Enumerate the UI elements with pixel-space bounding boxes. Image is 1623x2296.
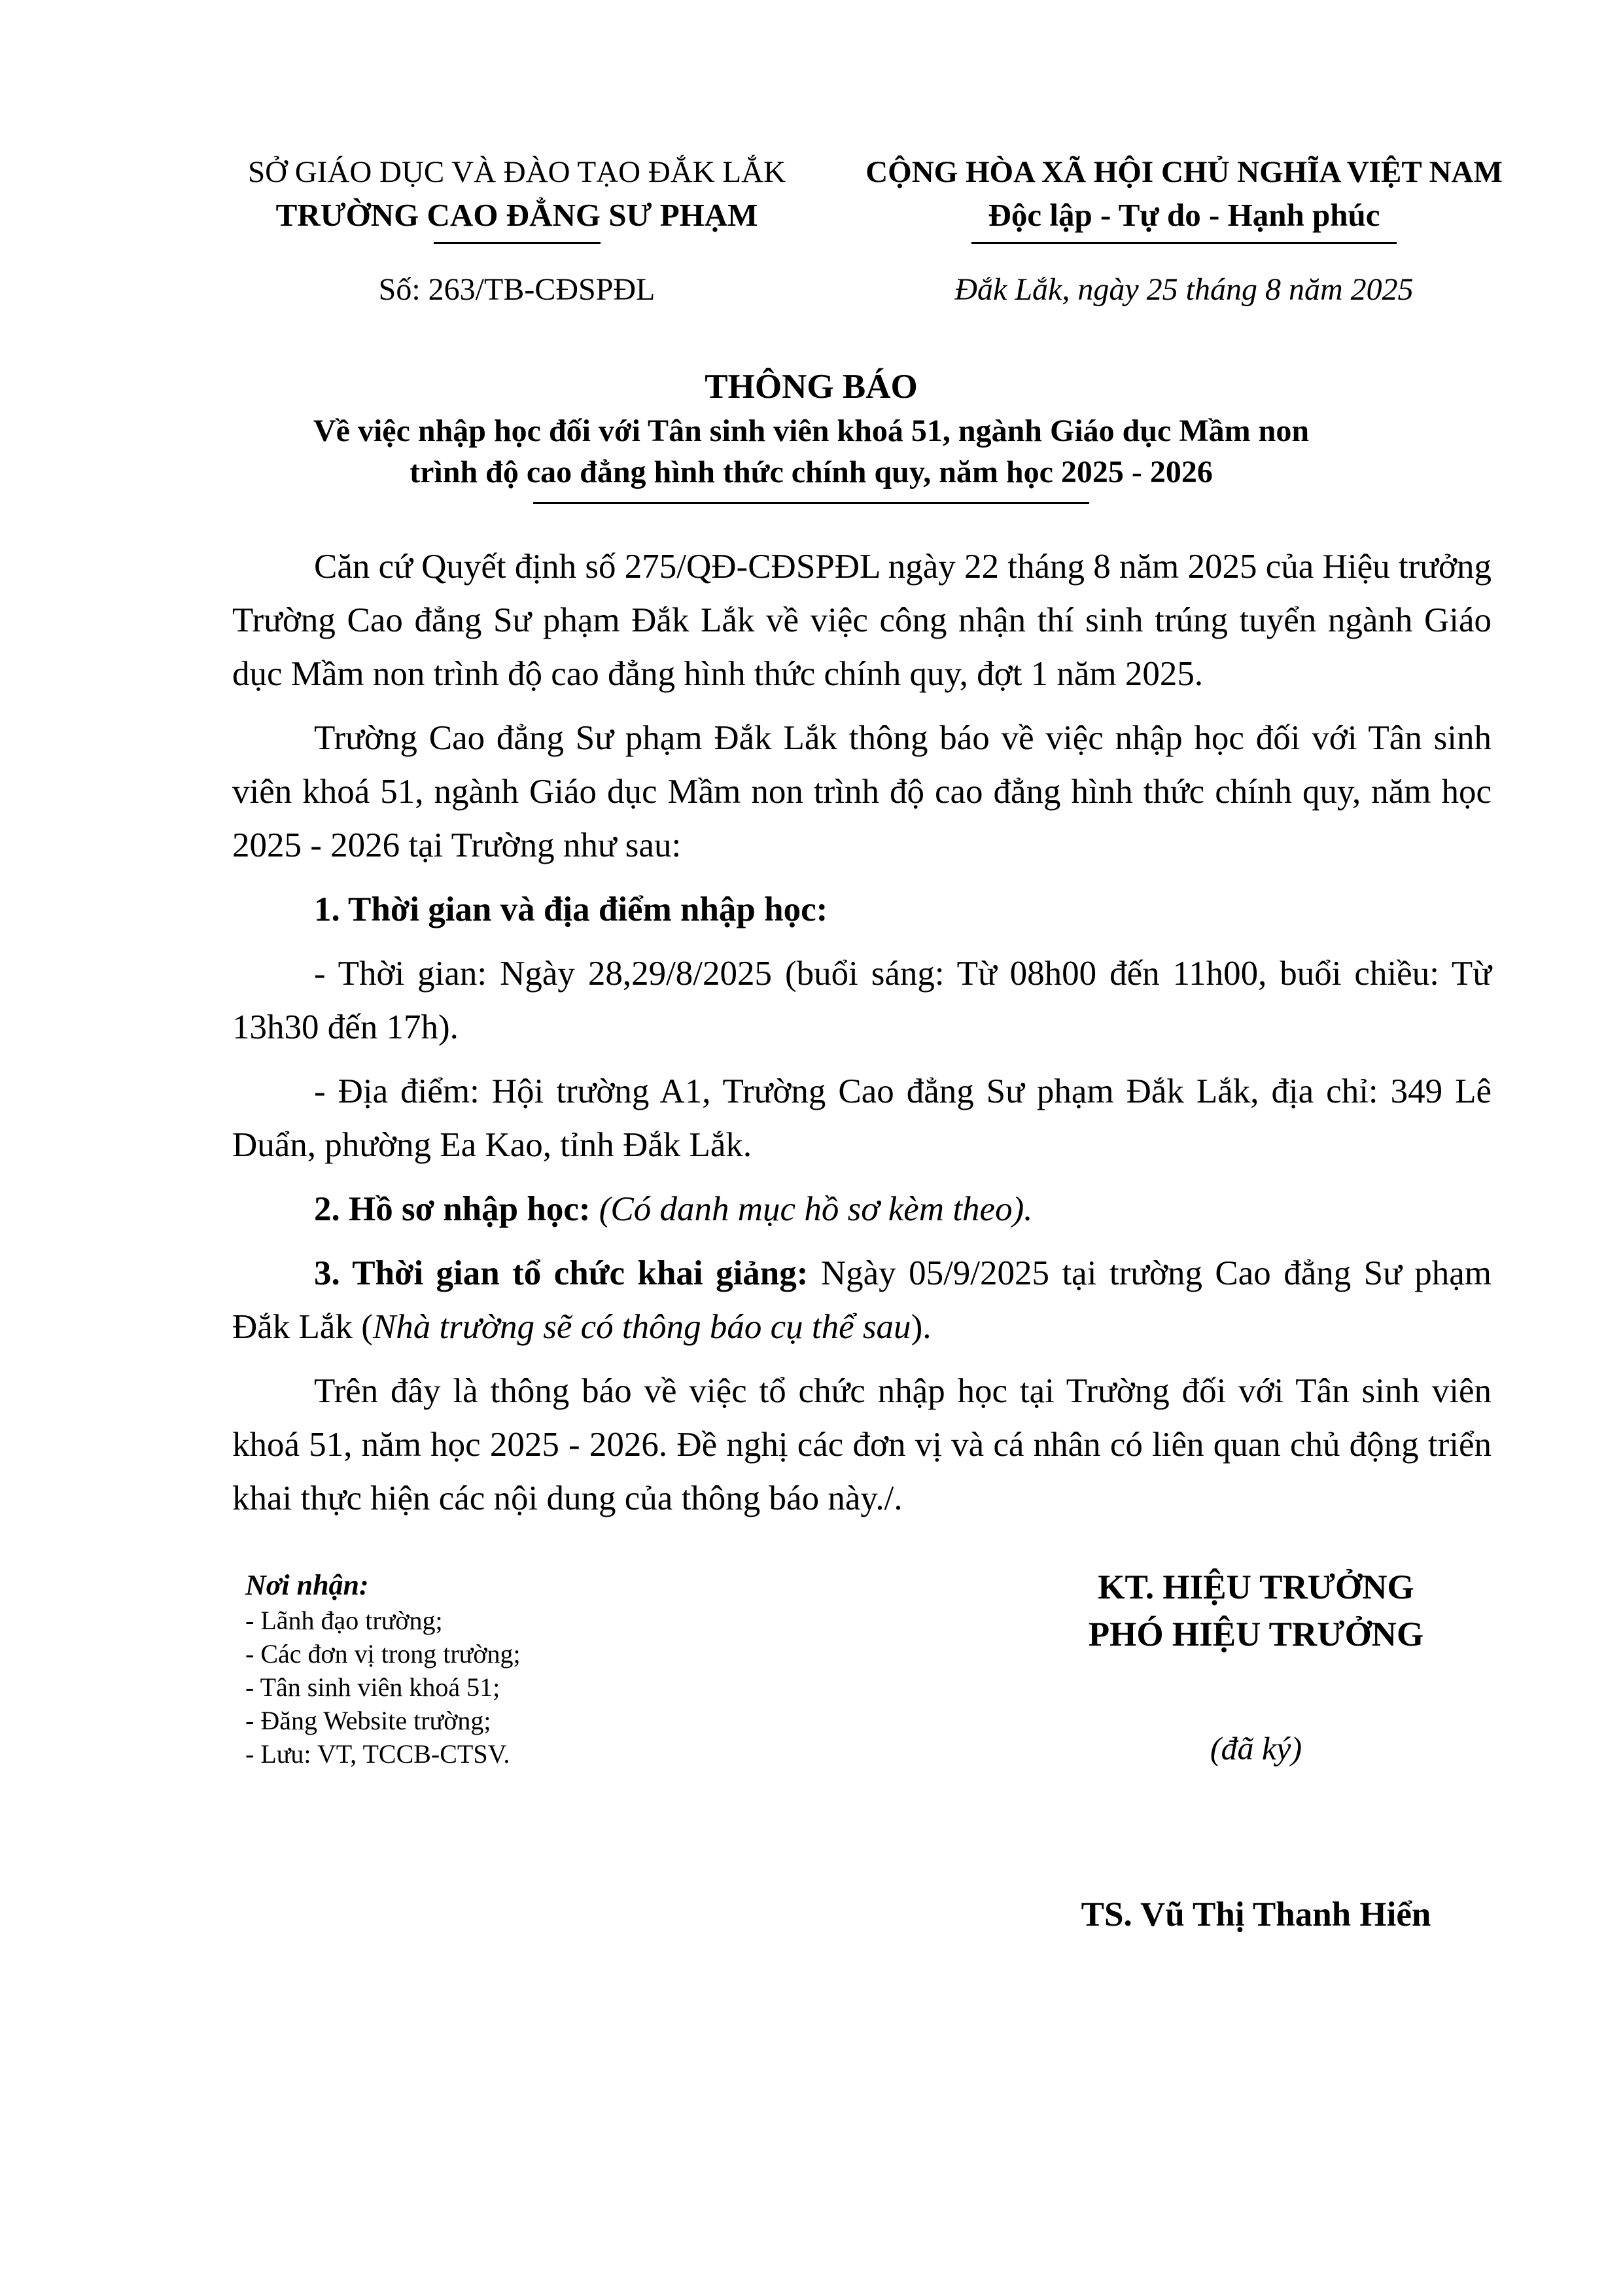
- signature-block: [929, 1564, 1583, 1938]
- section-2-note: (Có danh mục hồ sơ kèm theo).: [599, 1190, 1033, 1228]
- signer-authority: KT. HIỆU TRƯỞNG: [1098, 1568, 1414, 1606]
- notice-title-block: [216, 363, 1406, 504]
- national-motto: Độc lập - Tự do - Hạnh phúc: [988, 197, 1380, 233]
- recipients-block: [245, 1567, 834, 1771]
- signer-title: PHÓ HIỆU TRƯỞNG: [1088, 1616, 1424, 1653]
- issuer-underline: [434, 242, 601, 244]
- issuer-department: SỞ GIÁO DỤC VÀ ĐÀO TẠO ĐẮK LẮK: [247, 155, 786, 189]
- issuer-header: [222, 150, 811, 244]
- section-2-heading: 2. Hồ sơ nhập học:: [314, 1190, 591, 1228]
- motto-underline: [971, 242, 1397, 244]
- section-1-time: - Thời gian: Ngày 28,29/8/2025 (buổi sáng: Từ 08h00 đến 11h00, buổi chiều: Từ 13h30 đến 17h).: [232, 955, 1492, 1046]
- recipient-item: - Đăng Website trường;: [245, 1706, 491, 1735]
- section-1-heading: 1. Thời gian và địa điểm nhập học:: [314, 891, 828, 928]
- document-number: Số: 263/TB-CĐSPĐL: [378, 272, 655, 307]
- signer-name: TS. Vũ Thị Thanh Hiển: [1081, 1896, 1431, 1934]
- section-2-paragraph: [232, 1182, 1492, 1236]
- section-3-note: Nhà trường sẽ có thông báo cụ thể sau: [372, 1308, 911, 1346]
- announcement-paragraph: Trường Cao đẳng Sư phạm Đắk Lắk thông báo về việc nhập học đối với Tân sinh viên khoá 51, ngành Giáo dục Mầm non trình độ cao đẳng hình thức chính quy, năm học 2025 - 2026 tại Trường như sau:: [232, 719, 1492, 864]
- section-3-heading: 3. Thời gian tổ chức khai giảng:: [314, 1254, 809, 1292]
- notice-heading: THÔNG BÁO: [705, 368, 918, 406]
- national-header: [824, 150, 1544, 244]
- section-3-paragraph: [232, 1246, 1492, 1354]
- recipient-item: - Các đơn vị trong trường;: [245, 1639, 521, 1669]
- place-and-date: Đắk Lắk, ngày 25 tháng 8 năm 2025: [954, 272, 1414, 307]
- issuer-school: TRƯỜNG CAO ĐẲNG SƯ PHẠM: [275, 197, 758, 233]
- closing-paragraph: Trên đây là thông báo về việc tổ chức nhập học tại Trường đối với Tân sinh viên khoá 51, năm học 2025 - 2026. Đề nghị các đơn vị và cá nhân có liên quan chủ động triển khai thực hiện các nội dung của thông báo này./.: [232, 1372, 1492, 1517]
- section-1-place: - Địa điểm: Hội trường A1, Trường Cao đẳng Sư phạm Đắk Lắk, địa chỉ: 349 Lê Duẩn, phường Ea Kao, tỉnh Đắk Lắk.: [232, 1072, 1492, 1164]
- notice-subject-line1: Về việc nhập học đối với Tân sinh viên khoá 51, ngành Giáo dục Mầm non: [313, 414, 1310, 448]
- signed-note: (đã ký): [1210, 1730, 1302, 1767]
- recipient-item: - Tân sinh viên khoá 51;: [245, 1672, 500, 1702]
- national-title: CỘNG HÒA XÃ HỘI CHỦ NGHĨA VIỆT NAM: [865, 155, 1503, 189]
- recipients-label: Nơi nhận:: [245, 1569, 369, 1601]
- notice-subject-line2: trình độ cao đẳng hình thức chính quy, năm học 2025 - 2026: [410, 455, 1213, 489]
- section-3-end: ).: [911, 1308, 932, 1346]
- recipient-item: - Lãnh đạo trường;: [245, 1606, 443, 1635]
- recipients-list: [245, 1604, 834, 1771]
- recipient-item: - Lưu: VT, TCCB-CTSV.: [245, 1739, 510, 1769]
- notice-body: [232, 540, 1492, 1536]
- title-underline: [533, 502, 1089, 504]
- section-3-text: Ngày 05/9/2025 tại trường Cao đẳng Sư phạm Đắk Lắk (: [232, 1254, 1492, 1346]
- legal-basis-paragraph: Căn cứ Quyết định số 275/QĐ-CĐSPĐL ngày 22 tháng 8 năm 2025 của Hiệu trưởng Trường Cao đẳng Sư phạm Đắk Lắk về việc công nhận thí sinh trúng tuyển ngành Giáo dục Mầm non trình độ cao đẳng hình thức chính quy, đợt 1 năm 2025.: [232, 548, 1492, 693]
